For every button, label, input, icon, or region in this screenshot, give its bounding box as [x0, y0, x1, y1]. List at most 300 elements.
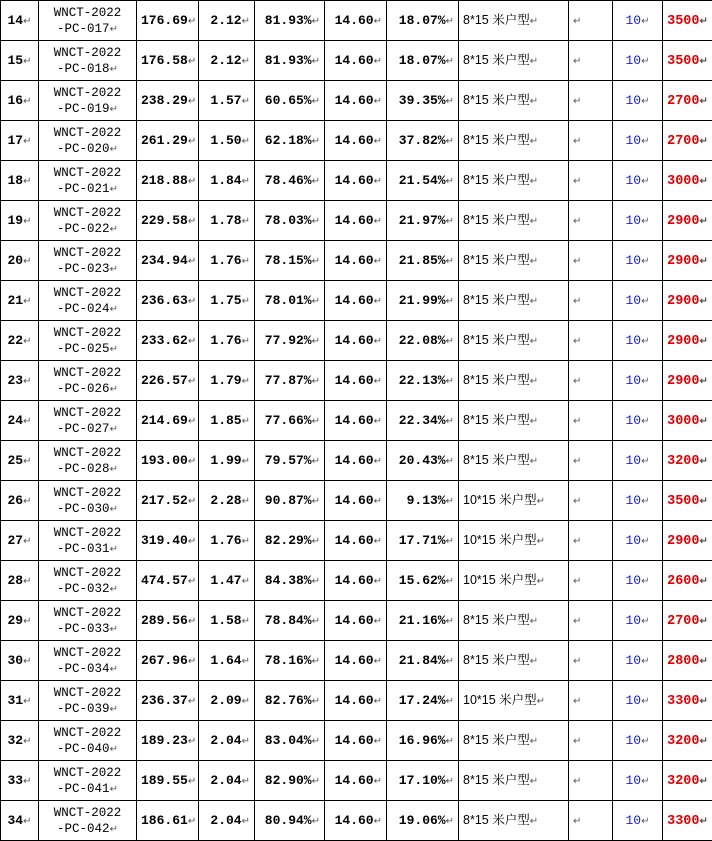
row-index: 20: [8, 253, 24, 268]
row-quantity: 10: [626, 733, 642, 748]
row-type: 8*15 米户型: [463, 133, 530, 147]
row-type: 10*15 米户型: [463, 693, 537, 707]
row-index: 22: [8, 333, 24, 348]
paragraph-mark-icon: ↵: [446, 296, 454, 307]
paragraph-mark-icon: ↵: [700, 456, 708, 467]
row-quantity: 10: [626, 333, 642, 348]
row-code: WNCT-2022 -PC-032↵: [54, 566, 122, 596]
row-percent1: 78.15%: [265, 253, 312, 268]
row-percent1: 79.57%: [265, 453, 312, 468]
paragraph-mark-icon: ↵: [23, 96, 31, 107]
row-value1: 189.23: [141, 733, 188, 748]
table-body: [1, 1, 712, 841]
row-quantity-cell: [613, 1, 663, 41]
row-code-cell: [39, 241, 137, 281]
row-index: 25: [8, 453, 24, 468]
paragraph-mark-icon: ↵: [242, 376, 250, 387]
row-quantity: 10: [626, 13, 642, 28]
row-value1-cell: [137, 81, 199, 121]
row-note-cell: [569, 801, 613, 841]
paragraph-mark-icon: ↵: [374, 656, 382, 667]
row-index: 18: [8, 173, 24, 188]
paragraph-mark-icon: ↵: [530, 256, 538, 267]
row-percent2-cell: [387, 801, 459, 841]
row-value3: 14.60: [335, 333, 374, 348]
row-code: WNCT-2022 -PC-025↵: [54, 326, 122, 356]
row-percent1: 78.84%: [265, 613, 312, 628]
paragraph-mark-icon: ↵: [641, 16, 649, 27]
row-index-cell: [1, 41, 39, 81]
row-value3: 14.60: [335, 13, 374, 28]
row-code-cell: [39, 681, 137, 721]
table-row[interactable]: [1, 161, 712, 201]
table-row[interactable]: [1, 41, 712, 81]
row-price-cell: [663, 121, 712, 161]
row-percent1: 78.03%: [265, 213, 312, 228]
row-quantity: 10: [626, 573, 642, 588]
paragraph-mark-icon: ↵: [242, 696, 250, 707]
paragraph-mark-icon: ↵: [700, 376, 708, 387]
row-index-cell: [1, 561, 39, 601]
row-percent2: 37.82%: [399, 133, 446, 148]
row-value1-cell: [137, 481, 199, 521]
row-value2: 1.58: [210, 613, 241, 628]
paragraph-mark-icon: ↵: [446, 536, 454, 547]
paragraph-mark-icon: ↵: [374, 16, 382, 27]
row-price-cell: [663, 281, 712, 321]
row-percent2-cell: [387, 361, 459, 401]
row-value3-cell: [325, 481, 387, 521]
paragraph-mark-icon: ↵: [110, 824, 118, 835]
paragraph-mark-icon: ↵: [446, 376, 454, 387]
row-value3: 14.60: [335, 693, 374, 708]
row-index: 17: [8, 133, 24, 148]
paragraph-mark-icon: ↵: [188, 336, 196, 347]
row-value2: 1.76: [210, 333, 241, 348]
row-quantity-cell: [613, 601, 663, 641]
paragraph-mark-icon: ↵: [23, 736, 31, 747]
row-percent2-cell: [387, 721, 459, 761]
row-quantity-cell: [613, 681, 663, 721]
row-value1-cell: [137, 161, 199, 201]
row-type: 8*15 米户型: [463, 253, 530, 267]
row-value1-cell: [137, 401, 199, 441]
table-row[interactable]: [1, 321, 712, 361]
row-quantity-cell: [613, 561, 663, 601]
row-price-cell: [663, 521, 712, 561]
row-index-cell: [1, 361, 39, 401]
table-row[interactable]: [1, 281, 712, 321]
row-value1: 234.94: [141, 253, 188, 268]
paragraph-mark-icon: ↵: [374, 96, 382, 107]
row-index-cell: [1, 321, 39, 361]
paragraph-mark-icon: ↵: [530, 296, 538, 307]
row-value3-cell: [325, 361, 387, 401]
row-percent2: 39.35%: [399, 93, 446, 108]
paragraph-mark-icon: ↵: [573, 336, 581, 347]
row-value2: 1.50: [210, 133, 241, 148]
row-note-cell: [569, 601, 613, 641]
paragraph-mark-icon: ↵: [700, 656, 708, 667]
paragraph-mark-icon: ↵: [242, 536, 250, 547]
row-index-cell: [1, 481, 39, 521]
paragraph-mark-icon: ↵: [374, 216, 382, 227]
row-value1: 319.40: [141, 533, 188, 548]
paragraph-mark-icon: ↵: [188, 16, 196, 27]
row-value3: 14.60: [335, 573, 374, 588]
row-value2: 2.04: [210, 813, 241, 828]
table-row[interactable]: [1, 721, 712, 761]
paragraph-mark-icon: ↵: [110, 464, 118, 475]
row-code: WNCT-2022 -PC-027↵: [54, 406, 122, 436]
table-row[interactable]: [1, 681, 712, 721]
paragraph-mark-icon: ↵: [641, 696, 649, 707]
row-percent2-cell: [387, 401, 459, 441]
paragraph-mark-icon: ↵: [242, 576, 250, 587]
row-value1: 226.57: [141, 373, 188, 388]
row-code-cell: [39, 121, 137, 161]
row-value3: 14.60: [335, 613, 374, 628]
row-note-cell: [569, 721, 613, 761]
paragraph-mark-icon: ↵: [242, 296, 250, 307]
row-percent2: 21.84%: [399, 653, 446, 668]
row-value1: 233.62: [141, 333, 188, 348]
row-note-cell: [569, 761, 613, 801]
table-row[interactable]: [1, 801, 712, 841]
paragraph-mark-icon: ↵: [188, 776, 196, 787]
row-code: WNCT-2022 -PC-026↵: [54, 366, 122, 396]
paragraph-mark-icon: ↵: [23, 336, 31, 347]
row-quantity: 10: [626, 373, 642, 388]
table-row[interactable]: [1, 121, 712, 161]
row-value2: 2.04: [210, 733, 241, 748]
paragraph-mark-icon: ↵: [374, 56, 382, 67]
row-price: 3000: [667, 414, 699, 429]
row-value3-cell: [325, 641, 387, 681]
paragraph-mark-icon: ↵: [312, 16, 320, 27]
paragraph-mark-icon: ↵: [110, 704, 118, 715]
row-value3-cell: [325, 161, 387, 201]
paragraph-mark-icon: ↵: [446, 696, 454, 707]
row-code-cell: [39, 761, 137, 801]
paragraph-mark-icon: ↵: [242, 256, 250, 267]
row-percent1-cell: [255, 121, 325, 161]
row-value3-cell: [325, 441, 387, 481]
row-type-cell: [459, 481, 569, 521]
row-code: WNCT-2022 -PC-033↵: [54, 606, 122, 636]
paragraph-mark-icon: ↵: [530, 456, 538, 467]
paragraph-mark-icon: ↵: [641, 376, 649, 387]
row-price: 3500: [667, 494, 699, 509]
table-row[interactable]: [1, 441, 712, 481]
row-quantity: 10: [626, 133, 642, 148]
row-price-cell: [663, 41, 712, 81]
paragraph-mark-icon: ↵: [641, 96, 649, 107]
row-value1: 193.00: [141, 453, 188, 468]
table-row[interactable]: [1, 601, 712, 641]
row-percent2-cell: [387, 161, 459, 201]
paragraph-mark-icon: ↵: [700, 216, 708, 227]
row-percent2: 20.43%: [399, 453, 446, 468]
paragraph-mark-icon: ↵: [700, 496, 708, 507]
row-value2-cell: [199, 81, 255, 121]
row-percent1: 78.46%: [265, 173, 312, 188]
paragraph-mark-icon: ↵: [242, 616, 250, 627]
paragraph-mark-icon: ↵: [700, 96, 708, 107]
row-price-cell: [663, 201, 712, 241]
paragraph-mark-icon: ↵: [641, 536, 649, 547]
row-value2-cell: [199, 601, 255, 641]
row-index: 26: [8, 493, 24, 508]
row-index: 27: [8, 533, 24, 548]
row-value1: 189.55: [141, 773, 188, 788]
paragraph-mark-icon: ↵: [530, 376, 538, 387]
row-value2-cell: [199, 721, 255, 761]
table-row[interactable]: [1, 641, 712, 681]
paragraph-mark-icon: ↵: [446, 416, 454, 427]
row-value1: 238.29: [141, 93, 188, 108]
row-price-cell: [663, 681, 712, 721]
paragraph-mark-icon: ↵: [23, 496, 31, 507]
row-quantity: 10: [626, 533, 642, 548]
row-note-cell: [569, 241, 613, 281]
row-type-cell: [459, 641, 569, 681]
row-type-cell: [459, 241, 569, 281]
row-price-cell: [663, 561, 712, 601]
row-note-cell: [569, 641, 613, 681]
row-quantity-cell: [613, 441, 663, 481]
row-value3-cell: [325, 281, 387, 321]
row-quantity: 10: [626, 453, 642, 468]
row-type-cell: [459, 81, 569, 121]
table-row[interactable]: [1, 201, 712, 241]
row-value1: 186.61: [141, 813, 188, 828]
row-index-cell: [1, 241, 39, 281]
row-quantity: 10: [626, 813, 642, 828]
row-index-cell: [1, 801, 39, 841]
row-code-cell: [39, 401, 137, 441]
row-note-cell: [569, 281, 613, 321]
row-value2: 1.57: [210, 93, 241, 108]
paragraph-mark-icon: ↵: [530, 616, 538, 627]
paragraph-mark-icon: ↵: [23, 216, 31, 227]
paragraph-mark-icon: ↵: [446, 656, 454, 667]
row-type: 8*15 米户型: [463, 173, 530, 187]
paragraph-mark-icon: ↵: [110, 24, 118, 35]
paragraph-mark-icon: ↵: [446, 16, 454, 27]
row-code: WNCT-2022 -PC-017↵: [54, 6, 122, 36]
row-percent2: 17.24%: [399, 693, 446, 708]
paragraph-mark-icon: ↵: [242, 656, 250, 667]
row-value2-cell: [199, 801, 255, 841]
row-value1-cell: [137, 321, 199, 361]
row-code: WNCT-2022 -PC-042↵: [54, 806, 122, 836]
row-quantity-cell: [613, 121, 663, 161]
table-row[interactable]: [1, 361, 712, 401]
row-index: 23: [8, 373, 24, 388]
row-percent1: 83.04%: [265, 733, 312, 748]
paragraph-mark-icon: ↵: [188, 536, 196, 547]
row-price: 2700: [667, 94, 699, 109]
row-type: 8*15 米户型: [463, 93, 530, 107]
row-value2: 2.04: [210, 773, 241, 788]
row-note-cell: [569, 161, 613, 201]
paragraph-mark-icon: ↵: [188, 136, 196, 147]
paragraph-mark-icon: ↵: [374, 296, 382, 307]
row-percent1: 78.16%: [265, 653, 312, 668]
paragraph-mark-icon: ↵: [530, 776, 538, 787]
row-code: WNCT-2022 -PC-031↵: [54, 526, 122, 556]
paragraph-mark-icon: ↵: [573, 256, 581, 267]
row-value1-cell: [137, 601, 199, 641]
row-value2-cell: [199, 321, 255, 361]
row-code-cell: [39, 201, 137, 241]
row-value3: 14.60: [335, 733, 374, 748]
paragraph-mark-icon: ↵: [374, 416, 382, 427]
paragraph-mark-icon: ↵: [188, 296, 196, 307]
row-quantity-cell: [613, 201, 663, 241]
row-percent1: 82.29%: [265, 533, 312, 548]
row-code: WNCT-2022 -PC-040↵: [54, 726, 122, 756]
row-value3-cell: [325, 561, 387, 601]
paragraph-mark-icon: ↵: [700, 136, 708, 147]
paragraph-mark-icon: ↵: [242, 776, 250, 787]
row-code-cell: [39, 521, 137, 561]
paragraph-mark-icon: ↵: [446, 336, 454, 347]
table-row[interactable]: [1, 561, 712, 601]
row-type-cell: [459, 361, 569, 401]
table-row[interactable]: [1, 81, 712, 121]
row-percent1: 60.65%: [265, 93, 312, 108]
paragraph-mark-icon: ↵: [188, 496, 196, 507]
paragraph-mark-icon: ↵: [641, 216, 649, 227]
table-row[interactable]: [1, 761, 712, 801]
paragraph-mark-icon: ↵: [374, 136, 382, 147]
paragraph-mark-icon: ↵: [446, 456, 454, 467]
row-value3: 14.60: [335, 773, 374, 788]
row-value3: 14.60: [335, 293, 374, 308]
paragraph-mark-icon: ↵: [700, 56, 708, 67]
row-index: 14: [8, 13, 24, 28]
row-price-cell: [663, 241, 712, 281]
row-type-cell: [459, 41, 569, 81]
row-quantity: 10: [626, 213, 642, 228]
paragraph-mark-icon: ↵: [573, 16, 581, 27]
row-price-cell: [663, 321, 712, 361]
row-quantity: 10: [626, 413, 642, 428]
row-code: WNCT-2022 -PC-022↵: [54, 206, 122, 236]
row-quantity-cell: [613, 361, 663, 401]
table-row[interactable]: [1, 241, 712, 281]
row-value3-cell: [325, 121, 387, 161]
row-code: WNCT-2022 -PC-020↵: [54, 126, 122, 156]
row-percent1-cell: [255, 41, 325, 81]
row-note-cell: [569, 41, 613, 81]
row-percent1-cell: [255, 641, 325, 681]
row-percent2-cell: [387, 641, 459, 681]
row-quantity: 10: [626, 173, 642, 188]
row-value1-cell: [137, 521, 199, 561]
paragraph-mark-icon: ↵: [188, 216, 196, 227]
paragraph-mark-icon: ↵: [374, 176, 382, 187]
paragraph-mark-icon: ↵: [700, 816, 708, 827]
table-row[interactable]: [1, 521, 712, 561]
row-value2: 1.75: [210, 293, 241, 308]
table-row[interactable]: [1, 481, 712, 521]
row-index-cell: [1, 281, 39, 321]
paragraph-mark-icon: ↵: [573, 496, 581, 507]
row-quantity-cell: [613, 281, 663, 321]
paragraph-mark-icon: ↵: [242, 56, 250, 67]
row-price-cell: [663, 81, 712, 121]
row-index: 29: [8, 613, 24, 628]
paragraph-mark-icon: ↵: [530, 176, 538, 187]
paragraph-mark-icon: ↵: [573, 56, 581, 67]
paragraph-mark-icon: ↵: [446, 736, 454, 747]
paragraph-mark-icon: ↵: [700, 536, 708, 547]
row-code: WNCT-2022 -PC-028↵: [54, 446, 122, 476]
paragraph-mark-icon: ↵: [374, 736, 382, 747]
paragraph-mark-icon: ↵: [641, 416, 649, 427]
row-value1: 218.88: [141, 173, 188, 188]
row-percent2-cell: [387, 1, 459, 41]
row-price-cell: [663, 721, 712, 761]
row-percent1-cell: [255, 321, 325, 361]
row-note-cell: [569, 521, 613, 561]
paragraph-mark-icon: ↵: [700, 616, 708, 627]
row-percent2-cell: [387, 321, 459, 361]
row-price: 3000: [667, 174, 699, 189]
paragraph-mark-icon: ↵: [374, 456, 382, 467]
row-value3-cell: [325, 401, 387, 441]
paragraph-mark-icon: ↵: [110, 544, 118, 555]
row-value2-cell: [199, 521, 255, 561]
row-price: 2900: [667, 334, 699, 349]
row-percent1-cell: [255, 441, 325, 481]
paragraph-mark-icon: ↵: [446, 216, 454, 227]
row-code-cell: [39, 1, 137, 41]
row-price-cell: [663, 481, 712, 521]
paragraph-mark-icon: ↵: [23, 536, 31, 547]
paragraph-mark-icon: ↵: [23, 656, 31, 667]
row-value3-cell: [325, 81, 387, 121]
paragraph-mark-icon: ↵: [700, 696, 708, 707]
paragraph-mark-icon: ↵: [110, 384, 118, 395]
row-value3-cell: [325, 41, 387, 81]
paragraph-mark-icon: ↵: [573, 616, 581, 627]
row-percent2-cell: [387, 681, 459, 721]
row-percent1-cell: [255, 201, 325, 241]
paragraph-mark-icon: ↵: [242, 416, 250, 427]
paragraph-mark-icon: ↵: [188, 696, 196, 707]
table-row[interactable]: [1, 1, 712, 41]
paragraph-mark-icon: ↵: [573, 176, 581, 187]
row-value3-cell: [325, 321, 387, 361]
row-index: 34: [8, 813, 24, 828]
table-row[interactable]: [1, 401, 712, 441]
row-percent2: 16.96%: [399, 733, 446, 748]
paragraph-mark-icon: ↵: [242, 336, 250, 347]
row-percent2-cell: [387, 521, 459, 561]
row-index-cell: [1, 401, 39, 441]
row-percent2-cell: [387, 441, 459, 481]
paragraph-mark-icon: ↵: [242, 136, 250, 147]
paragraph-mark-icon: ↵: [23, 696, 31, 707]
paragraph-mark-icon: ↵: [374, 336, 382, 347]
row-value3: 14.60: [335, 653, 374, 668]
row-percent2-cell: [387, 41, 459, 81]
paragraph-mark-icon: ↵: [530, 216, 538, 227]
